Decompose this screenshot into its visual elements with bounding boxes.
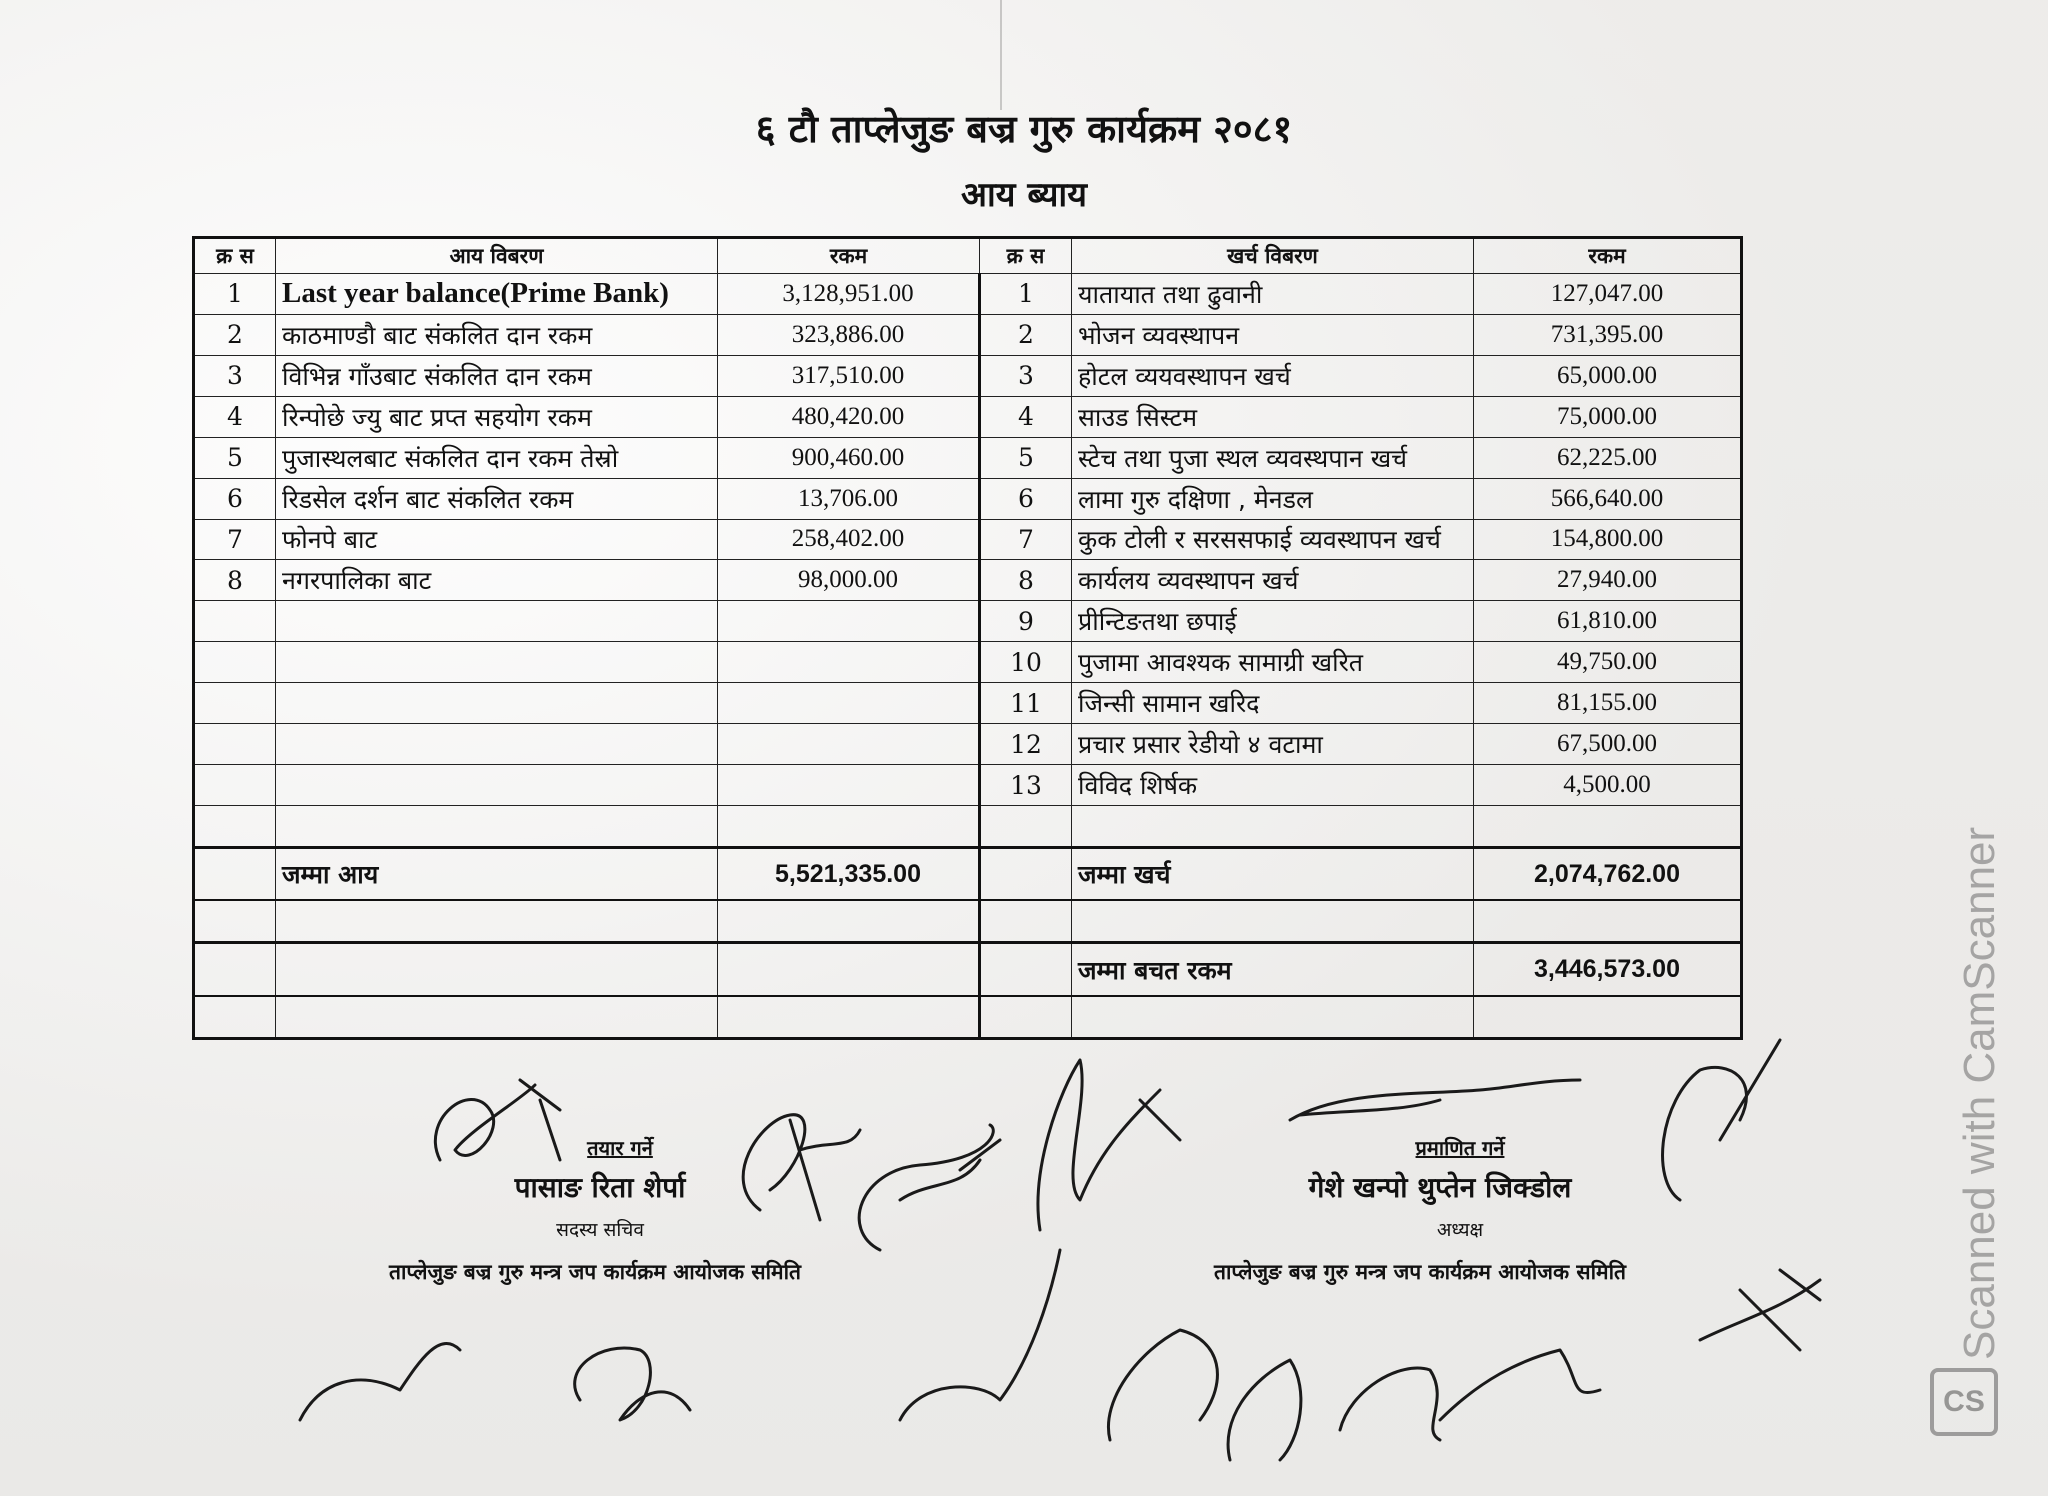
camscanner-watermark: Scanned with CamScanner	[1955, 826, 2004, 1360]
expense-sn: 1	[980, 274, 1072, 315]
income-amount: 323,886.00	[718, 314, 980, 355]
empty-cell	[980, 900, 1072, 943]
empty-cell	[194, 765, 276, 806]
expense-sn: 9	[980, 601, 1072, 642]
empty-cell	[718, 683, 980, 724]
expense-desc: पुजामा आवश्यक सामाग्री खरित	[1072, 642, 1474, 683]
income-amount: 258,402.00	[718, 519, 980, 560]
expense-amount: 61,810.00	[1474, 601, 1742, 642]
expense-sn: 12	[980, 724, 1072, 765]
empty-cell	[276, 601, 718, 642]
income-sn: 5	[194, 437, 276, 478]
empty-cell	[718, 765, 980, 806]
table-row	[194, 314, 1742, 355]
expense-sn: 10	[980, 642, 1072, 683]
expense-amount: 4,500.00	[1474, 765, 1742, 806]
empty-cell	[276, 683, 718, 724]
prepared-by-position: सदस्य सचिव	[556, 1219, 644, 1241]
expense-amount: 127,047.00	[1474, 274, 1742, 315]
prepared-by-org: ताप्लेजुङ बज्र गुरु मन्त्र जप कार्यक्रम आयोजक समिति	[389, 1260, 801, 1284]
total-expense-label: जम्मा खर्च	[1072, 847, 1474, 900]
expense-amount: 62,225.00	[1474, 437, 1742, 478]
income-amount: 13,706.00	[718, 478, 980, 519]
expense-sn: 6	[980, 478, 1072, 519]
document-subtitle: आय ब्याय	[961, 175, 1087, 215]
expense-sn: 4	[980, 396, 1072, 437]
expense-amount: 154,800.00	[1474, 519, 1742, 560]
expense-desc: स्टेच तथा पुजा स्थल व्यवस्थपान खर्च	[1072, 437, 1474, 478]
income-desc: विभिन्न गाँउबाट संकलित दान रकम	[276, 355, 718, 396]
empty-cell	[718, 900, 980, 943]
income-expense-table	[192, 236, 1743, 1040]
expense-desc: साउड सिस्टम	[1072, 396, 1474, 437]
income-sn: 7	[194, 519, 276, 560]
expense-desc: प्रचार प्रसार रेडीयो ४ वटामा	[1072, 724, 1474, 765]
paper-crease	[1000, 0, 1002, 110]
expense-sn: 5	[980, 437, 1072, 478]
table-row	[194, 996, 1742, 1039]
expense-desc: होटल व्ययवस्थापन खर्च	[1072, 355, 1474, 396]
expense-amount: 27,940.00	[1474, 560, 1742, 601]
empty-cell	[194, 996, 276, 1039]
income-sn: 1	[194, 274, 276, 315]
income-amount: 3,128,951.00	[718, 274, 980, 315]
table-header-row	[194, 238, 1742, 274]
empty-cell	[1474, 900, 1742, 943]
empty-cell	[1072, 900, 1474, 943]
income-desc: पुजास्थलबाट संकलित दान रकम तेस्रो	[276, 437, 718, 478]
empty-cell	[194, 724, 276, 765]
prepared-by-name: पासाङ रिता शेर्पा	[514, 1171, 686, 1204]
expense-amount: 566,640.00	[1474, 478, 1742, 519]
income-sn: 8	[194, 560, 276, 601]
approved-by-org: ताप्लेजुङ बज्र गुरु मन्त्र जप कार्यक्रम आयोजक समिति	[1214, 1260, 1626, 1284]
expense-sn: 3	[980, 355, 1072, 396]
empty-cell	[194, 900, 276, 943]
table-row	[194, 683, 1742, 724]
table-row	[194, 601, 1742, 642]
col-header-sn: क्र स	[194, 238, 276, 274]
camscanner-logo-icon: CS	[1930, 1368, 1998, 1436]
expense-amount: 67,500.00	[1474, 724, 1742, 765]
savings-row	[194, 943, 1742, 996]
expense-desc: विविद शिर्षक	[1072, 765, 1474, 806]
totals-row	[194, 847, 1742, 900]
expense-desc: कार्यलय व्यवस्थापन खर्च	[1072, 560, 1474, 601]
table-row	[194, 900, 1742, 943]
table-row	[194, 765, 1742, 806]
expense-amount: 81,155.00	[1474, 683, 1742, 724]
empty-cell	[276, 642, 718, 683]
empty-cell	[718, 601, 980, 642]
col-header-income-amount: रकम	[718, 238, 980, 274]
income-sn: 3	[194, 355, 276, 396]
empty-cell	[276, 943, 718, 996]
income-amount: 900,460.00	[718, 437, 980, 478]
income-sn: 2	[194, 314, 276, 355]
expense-desc: प्रीन्टिङतथा छपाई	[1072, 601, 1474, 642]
income-desc: Last year balance(Prime Bank)	[276, 274, 718, 315]
empty-cell	[276, 765, 718, 806]
table-row	[194, 274, 1742, 315]
empty-cell	[276, 900, 718, 943]
empty-cell	[1072, 805, 1474, 847]
expense-desc: जिन्सी सामान खरिद	[1072, 683, 1474, 724]
empty-cell	[718, 943, 980, 996]
approved-by-name: गेशे खन्पो थुप्तेन जिक्डोल	[1308, 1171, 1572, 1204]
table-row	[194, 642, 1742, 683]
total-income-value: 5,521,335.00	[718, 847, 980, 900]
table-row	[194, 724, 1742, 765]
empty-cell	[980, 996, 1072, 1039]
table-row	[194, 478, 1742, 519]
expense-amount: 731,395.00	[1474, 314, 1742, 355]
income-sn: 4	[194, 396, 276, 437]
col-header-expense-desc: खर्च विबरण	[1072, 238, 1474, 274]
table-row	[194, 437, 1742, 478]
empty-cell	[980, 847, 1072, 900]
empty-cell	[194, 642, 276, 683]
income-desc: फोनपे बाट	[276, 519, 718, 560]
empty-cell	[194, 683, 276, 724]
expense-amount: 49,750.00	[1474, 642, 1742, 683]
empty-cell	[718, 805, 980, 847]
approved-by-position: अध्यक्ष	[1436, 1219, 1484, 1241]
table-row	[194, 805, 1742, 847]
empty-cell	[194, 805, 276, 847]
income-desc: रिन्पोछे ज्यु बाट प्रप्त सहयोग रकम	[276, 396, 718, 437]
expense-desc: लामा गुरु दक्षिणा , मेनडल	[1072, 478, 1474, 519]
empty-cell	[194, 847, 276, 900]
table-row	[194, 396, 1742, 437]
table-row	[194, 519, 1742, 560]
total-savings-value: 3,446,573.00	[1474, 943, 1742, 996]
income-sn: 6	[194, 478, 276, 519]
total-expense-value: 2,074,762.00	[1474, 847, 1742, 900]
expense-sn: 2	[980, 314, 1072, 355]
expense-sn: 8	[980, 560, 1072, 601]
col-header-income-desc: आय विबरण	[276, 238, 718, 274]
empty-cell	[276, 724, 718, 765]
expense-desc: कुक टोली र सरससफाई व्यवस्थापन खर्च	[1072, 519, 1474, 560]
prepared-by-label: तयार गर्ने	[587, 1136, 653, 1160]
empty-cell	[194, 601, 276, 642]
table-row	[194, 560, 1742, 601]
expense-sn: 11	[980, 683, 1072, 724]
income-desc: रिडसेल दर्शन बाट संकलित रकम	[276, 478, 718, 519]
col-header-expense-amount: रकम	[1474, 238, 1742, 274]
empty-cell	[1474, 805, 1742, 847]
empty-cell	[276, 805, 718, 847]
expense-sn: 13	[980, 765, 1072, 806]
empty-cell	[718, 642, 980, 683]
income-amount: 98,000.00	[718, 560, 980, 601]
approved-by-label: प्रमाणित गर्ने	[1415, 1136, 1505, 1160]
income-amount: 317,510.00	[718, 355, 980, 396]
document-title: ६ टौ ताप्लेजुङ बज्र गुरु कार्यक्रम २०८१	[755, 107, 1293, 151]
empty-cell	[718, 996, 980, 1039]
empty-cell	[980, 805, 1072, 847]
empty-cell	[1072, 996, 1474, 1039]
empty-cell	[1474, 996, 1742, 1039]
empty-cell	[718, 724, 980, 765]
expense-desc: भोजन व्यवस्थापन	[1072, 314, 1474, 355]
income-desc: काठमाण्डौ बाट संकलित दान रकम	[276, 314, 718, 355]
income-amount: 480,420.00	[718, 396, 980, 437]
expense-sn: 7	[980, 519, 1072, 560]
table-row	[194, 355, 1742, 396]
total-income-label: जम्मा आय	[276, 847, 718, 900]
expense-amount: 65,000.00	[1474, 355, 1742, 396]
expense-amount: 75,000.00	[1474, 396, 1742, 437]
total-savings-label: जम्मा बचत रकम	[1072, 943, 1474, 996]
empty-cell	[276, 996, 718, 1039]
expense-desc: यातायात तथा ढुवानी	[1072, 274, 1474, 315]
col-header-expense-sn: क्र स	[980, 238, 1072, 274]
income-desc: नगरपालिका बाट	[276, 560, 718, 601]
empty-cell	[980, 943, 1072, 996]
empty-cell	[194, 943, 276, 996]
